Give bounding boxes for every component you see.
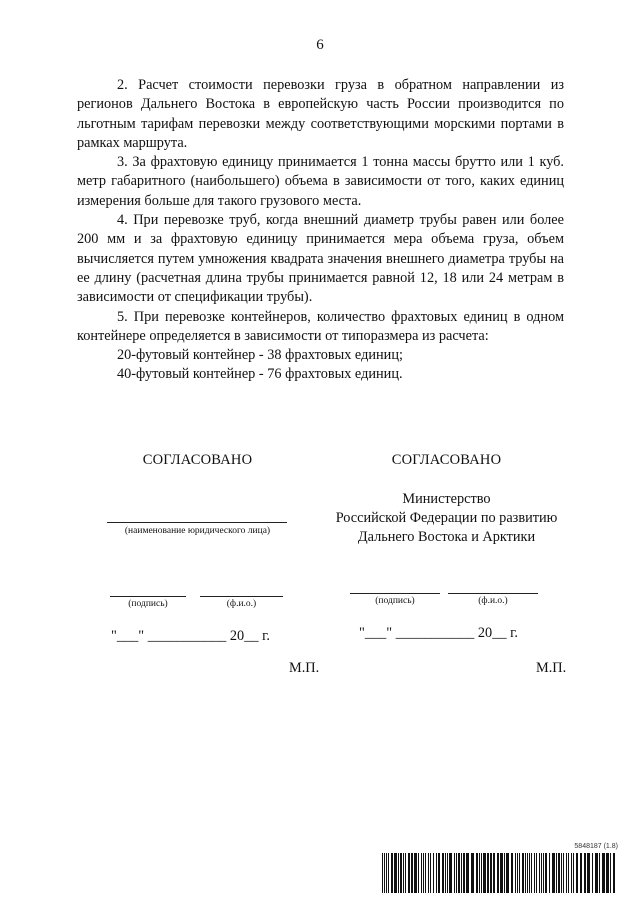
barcode-bar: [384, 853, 385, 893]
barcode-bar: [481, 853, 482, 893]
barcode-bar: [576, 853, 578, 893]
left-signature-line: [110, 596, 186, 597]
barcode-bar: [529, 853, 530, 893]
barcode-bar: [388, 853, 389, 893]
barcode-bar: [438, 853, 440, 893]
barcode-number: 5848187 (1.8): [574, 843, 618, 850]
barcode-bar: [536, 853, 537, 893]
right-name-caption: (ф.и.о.): [478, 596, 508, 606]
barcode-bar: [511, 853, 513, 893]
right-name-line: [448, 593, 538, 594]
right-stamp-place: М.П.: [536, 660, 567, 676]
right-date-line: "___" ___________ 20__ г.: [359, 625, 518, 641]
org-name-caption: (наименование юридического лица): [124, 526, 271, 536]
barcode-bar: [504, 853, 505, 893]
barcode-bar: [476, 853, 478, 893]
barcode-bar: [573, 853, 574, 893]
barcode-bar: [522, 853, 524, 893]
barcode-bar: [405, 853, 406, 893]
left-signature-caption: (подпись): [128, 599, 168, 609]
barcode-bar: [449, 853, 452, 893]
barcode-bar: [436, 853, 437, 893]
barcode-bar: [461, 853, 462, 893]
barcode-bar: [606, 853, 609, 893]
barcode-bar: [386, 853, 387, 893]
barcode-bar: [539, 853, 540, 893]
barcode-bar: [400, 853, 402, 893]
barcode-bar: [487, 853, 489, 893]
left-stamp-place: М.П.: [289, 660, 320, 676]
ministry-line-1: Министерство: [402, 491, 491, 507]
barcode-bar: [463, 853, 465, 893]
barcode-bar: [479, 853, 480, 893]
barcode-bar: [483, 853, 486, 893]
barcode-bar: [568, 853, 569, 893]
barcode-bar: [456, 853, 457, 893]
barcode-bar: [571, 853, 572, 893]
barcode-bar: [543, 853, 544, 893]
barcode-bar: [497, 853, 499, 893]
barcode-bar: [566, 853, 567, 893]
barcode: [382, 843, 618, 893]
ministry-line-2: Российской Федерации по развитию: [335, 510, 558, 526]
barcode-bar: [531, 853, 532, 893]
barcode-bar: [490, 853, 492, 893]
barcode-bar: [447, 853, 448, 893]
barcode-bar: [430, 853, 431, 893]
barcode-bar: [595, 853, 598, 893]
left-name-line: [200, 596, 283, 597]
barcode-bar: [602, 853, 605, 893]
ministry-line-3: Дальнего Востока и Арктики: [357, 529, 536, 545]
barcode-bar: [515, 853, 516, 893]
barcode-bar: [425, 853, 426, 893]
barcode-bar: [411, 853, 413, 893]
barcode-bar: [391, 853, 393, 893]
barcode-bar: [398, 853, 399, 893]
barcode-bar: [580, 853, 582, 893]
barcode-bar: [433, 853, 434, 893]
barcode-bar: [423, 853, 424, 893]
barcode-bar: [445, 853, 446, 893]
body-text: [77, 76, 564, 385]
barcode-bar: [563, 853, 564, 893]
page-number: 6: [316, 37, 324, 53]
barcode-bar: [584, 853, 586, 893]
barcode-bar: [558, 853, 560, 893]
barcode-bar: [403, 853, 404, 893]
barcode-bar: [517, 853, 518, 893]
barcode-bar: [500, 853, 503, 893]
barcode-bar: [506, 853, 509, 893]
barcode-bar: [587, 853, 590, 893]
barcode-icon: [382, 853, 618, 893]
barcode-bar: [561, 853, 562, 893]
barcode-bar: [394, 853, 397, 893]
paragraph-3: 3. За фрахтовую единицу принимается 1 тонна массы брутто или 1 куб. метр габаритного (наибольшего) объема в зависимости от того, каких единиц измерения больше для такого грузового места.: [77, 154, 564, 209]
barcode-bar: [442, 853, 444, 893]
org-name-line: [107, 522, 287, 523]
list-item-20ft: 20-футовый контейнер - 38 фрахтовых единиц;: [117, 347, 403, 364]
barcode-bar: [610, 853, 611, 893]
ministry-name: [320, 490, 573, 547]
barcode-bar: [414, 853, 417, 893]
barcode-bar: [534, 853, 535, 893]
barcode-bar: [493, 853, 495, 893]
paragraph-2: 2. Расчет стоимости перевозки груза в обратном направлении из регионов Дальнего Востока в европейскую часть России производится по льготным тарифам перевозки между соответствующими морскими портами в рамках маршрута.: [77, 77, 564, 151]
barcode-bar: [428, 853, 429, 893]
barcode-bar: [458, 853, 460, 893]
barcode-bar: [466, 853, 469, 893]
barcode-bar: [549, 853, 550, 893]
barcode-bar: [418, 853, 419, 893]
barcode-bar: [525, 853, 526, 893]
barcode-bar: [421, 853, 422, 893]
paragraph-5: 5. При перевозке контейнеров, количество фрахтовых единиц в одном контейнере определяется в зависимости от типоразмера из расчета:: [77, 308, 564, 344]
barcode-bar: [613, 853, 615, 893]
left-name-caption: (ф.и.о.): [226, 599, 257, 609]
barcode-bar: [527, 853, 528, 893]
barcode-bar: [408, 853, 410, 893]
barcode-bar: [552, 853, 555, 893]
right-agreed-heading: СОГЛАСОВАНО: [391, 452, 502, 468]
barcode-bar: [545, 853, 547, 893]
left-agreed-heading: СОГЛАСОВАНО: [142, 452, 253, 468]
barcode-bar: [471, 853, 474, 893]
barcode-bar: [519, 853, 520, 893]
left-date-line: "___" ___________ 20__ г.: [111, 628, 270, 644]
barcode-bar: [382, 853, 383, 893]
paragraph-4: 4. При перевозке труб, когда внешний диаметр трубы равен или более 200 мм и за фрахтовую единицу принимается мера объема груза, объем вычисляется путем умножения квадрата значения внешнего диаметра трубы на ее длину (расчетная длина трубы принимается равной 12, 18 или 24 метрам в зависимости от спецификации трубы).: [77, 212, 564, 306]
right-signature-caption: (подпись): [375, 596, 415, 606]
right-signature-line: [350, 593, 440, 594]
barcode-bar: [592, 853, 593, 893]
barcode-bar: [599, 853, 600, 893]
barcode-bar: [541, 853, 542, 893]
list-item-40ft: 40-футовый контейнер - 76 фрахтовых единиц.: [117, 366, 403, 383]
barcode-bar: [454, 853, 455, 893]
barcode-bar: [556, 853, 557, 893]
